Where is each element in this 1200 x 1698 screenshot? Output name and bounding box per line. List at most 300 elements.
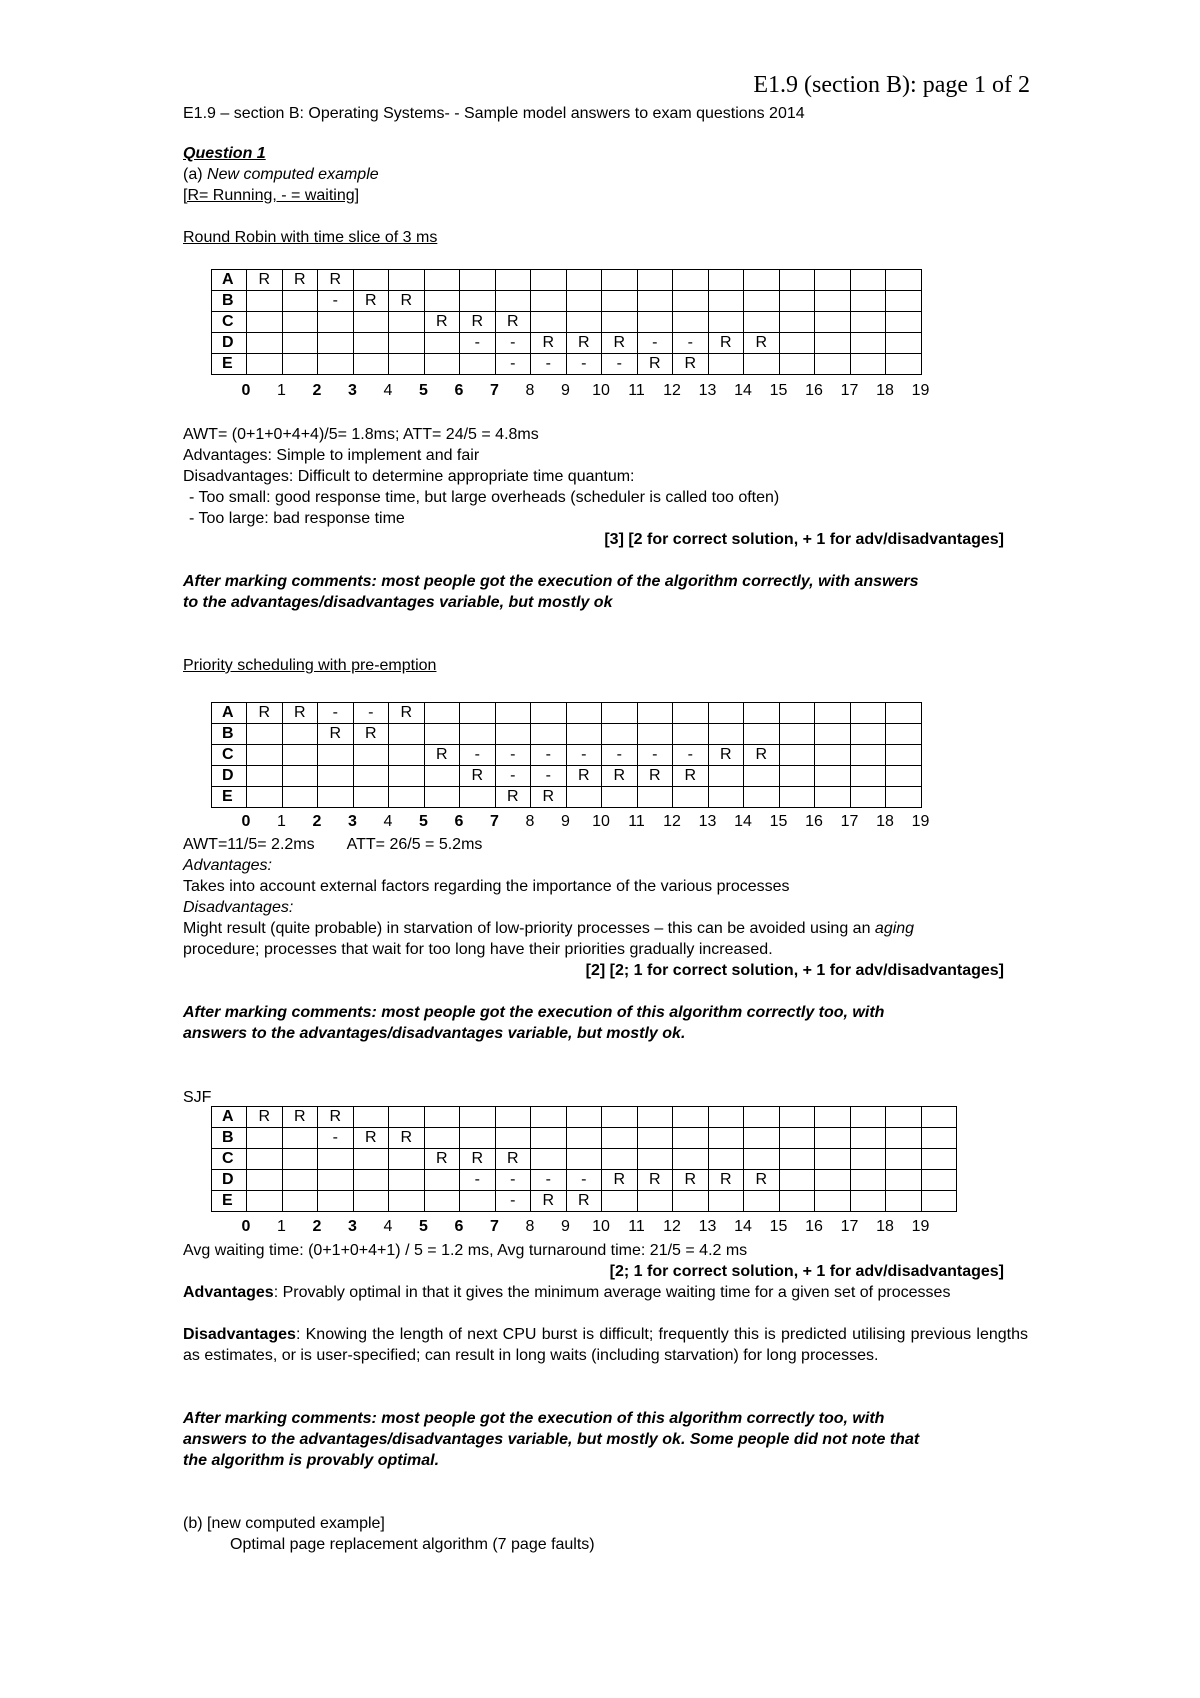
gantt-cell xyxy=(744,766,780,787)
gantt-cell xyxy=(815,1128,851,1149)
gantt-cell xyxy=(566,787,602,808)
prio-row-c xyxy=(212,745,922,766)
time-tick: 0 xyxy=(241,382,251,399)
gantt-cell xyxy=(247,312,283,333)
gantt-cell xyxy=(424,1191,460,1212)
document-title: E1.9 – section B: Operating Systems- - Sample model answers to exam questions 2014 xyxy=(183,105,805,122)
process-label: C xyxy=(212,312,247,333)
gantt-cell xyxy=(815,354,851,375)
gantt-cell xyxy=(353,354,389,375)
time-tick: 19 xyxy=(911,382,930,399)
gantt-cell xyxy=(247,1149,283,1170)
gantt-cell xyxy=(424,333,460,354)
gantt-cell: - xyxy=(566,354,602,375)
priority-disadv-label: Disadvantages: xyxy=(183,899,294,916)
gantt-cell xyxy=(566,1107,602,1128)
time-tick: 11 xyxy=(628,813,645,830)
gantt-cell xyxy=(602,312,638,333)
sjf-advantages xyxy=(183,1282,1028,1303)
rr-row-b xyxy=(212,291,922,312)
gantt-cell xyxy=(886,1128,922,1149)
gantt-cell xyxy=(247,1170,283,1191)
gantt-cell xyxy=(850,1149,886,1170)
time-tick: 4 xyxy=(383,1218,393,1235)
priority-disadvantages-2: procedure; processes that wait for too long have their priorities gradually increased. xyxy=(183,941,773,958)
gantt-cell xyxy=(886,312,922,333)
gantt-cell xyxy=(708,270,744,291)
time-tick: 5 xyxy=(419,813,428,830)
priority-disadv-text: Might result (quite probable) in starvation of low-priority processes – this can be avoided using an xyxy=(183,920,871,937)
process-label: B xyxy=(212,724,247,745)
gantt-cell xyxy=(247,354,283,375)
gantt-cell xyxy=(850,1191,886,1212)
gantt-cell xyxy=(886,1170,922,1191)
gantt-cell xyxy=(282,766,318,787)
gantt-cell: R xyxy=(602,766,638,787)
gantt-cell xyxy=(708,1107,744,1128)
gantt-cell xyxy=(495,1128,531,1149)
gantt-cell xyxy=(886,333,922,354)
gantt-cell xyxy=(247,1191,283,1212)
gantt-cell xyxy=(566,1149,602,1170)
sjf-comment-3: the algorithm is provably optimal. xyxy=(183,1452,440,1469)
gantt-cell: R xyxy=(566,1191,602,1212)
rr-disadvantage-2: - Too large: bad response time xyxy=(189,510,405,527)
gantt-cell xyxy=(460,724,496,745)
priority-title: Priority scheduling with pre-emption xyxy=(183,657,437,674)
gantt-cell xyxy=(815,1191,851,1212)
gantt-cell: - xyxy=(531,1170,567,1191)
time-tick: 10 xyxy=(592,813,610,830)
time-tick: 18 xyxy=(876,813,894,830)
time-tick: 17 xyxy=(840,1218,859,1235)
rr-row-c xyxy=(212,312,922,333)
gantt-cell: R xyxy=(708,333,744,354)
gantt-cell xyxy=(389,354,425,375)
time-tick: 8 xyxy=(525,813,535,830)
sjf-row-d xyxy=(212,1170,957,1191)
gantt-cell xyxy=(779,766,815,787)
sjf-disadvantages xyxy=(183,1324,1028,1366)
gantt-cell: R xyxy=(673,354,709,375)
gantt-cell: R xyxy=(744,1170,780,1191)
gantt-cell: - xyxy=(531,766,567,787)
gantt-cell xyxy=(779,1107,815,1128)
gantt-cell xyxy=(744,354,780,375)
gantt-cell xyxy=(460,787,496,808)
rr-row-d xyxy=(212,333,922,354)
gantt-cell xyxy=(566,312,602,333)
time-tick: 19 xyxy=(911,1218,930,1235)
gantt-cell xyxy=(815,312,851,333)
gantt-cell xyxy=(850,270,886,291)
gantt-cell xyxy=(779,291,815,312)
gantt-cell xyxy=(815,333,851,354)
gantt-cell xyxy=(531,291,567,312)
time-tick: 5 xyxy=(419,1218,428,1235)
gantt-cell xyxy=(815,1149,851,1170)
time-tick: 11 xyxy=(628,382,645,399)
time-tick: 16 xyxy=(805,382,823,399)
gantt-cell xyxy=(460,1128,496,1149)
time-tick: 4 xyxy=(383,382,393,399)
sjf-comment-2: answers to the advantages/disadvantages variable, but mostly ok. Some people did not note that xyxy=(183,1431,920,1448)
time-tick: 8 xyxy=(525,382,535,399)
time-tick: 1 xyxy=(277,1218,286,1235)
gantt-cell xyxy=(779,354,815,375)
gantt-cell xyxy=(744,291,780,312)
gantt-cell xyxy=(850,1107,886,1128)
gantt-cell: R xyxy=(673,1170,709,1191)
gantt-cell xyxy=(744,1149,780,1170)
time-tick: 18 xyxy=(876,1218,894,1235)
gantt-cell xyxy=(566,1128,602,1149)
gantt-cell xyxy=(247,724,283,745)
priority-marks: [2] [2; 1 for correct solution, + 1 for adv/disadvantages] xyxy=(585,962,1004,979)
gantt-cell xyxy=(673,703,709,724)
sjf-disadv-label: Disadvantages xyxy=(183,1326,296,1343)
process-label: A xyxy=(212,703,247,724)
gantt-cell xyxy=(886,354,922,375)
gantt-cell xyxy=(282,291,318,312)
gantt-cell xyxy=(708,724,744,745)
gantt-cell xyxy=(531,312,567,333)
part-b-label: (b) [new computed example] xyxy=(183,1515,385,1532)
gantt-cell xyxy=(673,787,709,808)
gantt-cell xyxy=(318,787,354,808)
time-tick: 2 xyxy=(312,813,322,830)
gantt-cell xyxy=(886,270,922,291)
time-tick: 1 xyxy=(277,813,286,830)
gantt-cell xyxy=(353,312,389,333)
gantt-cell: R xyxy=(495,787,531,808)
gantt-cell xyxy=(708,291,744,312)
gantt-cell xyxy=(921,1191,957,1212)
gantt-cell xyxy=(779,270,815,291)
gantt-cell xyxy=(282,787,318,808)
gantt-cell: R xyxy=(495,1149,531,1170)
time-tick: 2 xyxy=(312,1218,322,1235)
gantt-cell xyxy=(424,1107,460,1128)
process-label: D xyxy=(212,1170,247,1191)
gantt-cell xyxy=(531,703,567,724)
gantt-cell xyxy=(389,270,425,291)
rr-time-axis xyxy=(211,382,930,402)
time-tick: 17 xyxy=(840,813,859,830)
gantt-cell xyxy=(673,1149,709,1170)
process-label: E xyxy=(212,354,247,375)
sjf-adv-text: : Provably optimal in that it gives the minimum average waiting time for a given set of processes xyxy=(273,1284,951,1301)
time-tick: 12 xyxy=(663,1218,681,1235)
gantt-cell xyxy=(353,745,389,766)
time-tick: 1 xyxy=(277,382,286,399)
gantt-cell xyxy=(850,766,886,787)
gantt-cell xyxy=(850,787,886,808)
gantt-cell xyxy=(495,291,531,312)
gantt-cell xyxy=(282,354,318,375)
gantt-cell xyxy=(779,1170,815,1191)
time-tick: 11 xyxy=(628,1218,645,1235)
process-label: A xyxy=(212,270,247,291)
gantt-cell xyxy=(708,1149,744,1170)
gantt-cell xyxy=(708,1191,744,1212)
gantt-cell xyxy=(424,703,460,724)
gantt-cell xyxy=(850,745,886,766)
gantt-cell xyxy=(708,1128,744,1149)
gantt-cell xyxy=(708,703,744,724)
gantt-cell xyxy=(708,312,744,333)
gantt-cell: - xyxy=(495,1191,531,1212)
gantt-cell xyxy=(886,291,922,312)
part-a-line xyxy=(183,164,379,185)
process-label: D xyxy=(212,766,247,787)
gantt-cell xyxy=(247,1128,283,1149)
gantt-cell xyxy=(779,1128,815,1149)
gantt-cell xyxy=(495,1107,531,1128)
gantt-cell xyxy=(744,703,780,724)
gantt-cell: - xyxy=(460,333,496,354)
time-tick: 13 xyxy=(698,382,717,399)
rr-row-a xyxy=(212,270,922,291)
gantt-cell xyxy=(815,291,851,312)
gantt-cell xyxy=(708,766,744,787)
time-tick: 10 xyxy=(592,382,610,399)
gantt-cell xyxy=(673,270,709,291)
time-tick: 9 xyxy=(561,1218,570,1235)
sjf-comment-1: After marking comments: most people got the execution of this algorithm correctly too, with xyxy=(183,1410,885,1427)
sjf-gantt-table xyxy=(211,1106,957,1212)
gantt-cell: R xyxy=(602,1170,638,1191)
gantt-cell xyxy=(744,1107,780,1128)
gantt-cell xyxy=(495,270,531,291)
gantt-cell: - xyxy=(495,354,531,375)
time-tick: 14 xyxy=(734,813,752,830)
rr-gantt-table xyxy=(211,269,922,375)
gantt-cell: R xyxy=(282,1107,318,1128)
gantt-cell xyxy=(282,1191,318,1212)
process-label: A xyxy=(212,1107,247,1128)
time-tick: 12 xyxy=(663,813,681,830)
gantt-cell xyxy=(815,745,851,766)
process-label: E xyxy=(212,1191,247,1212)
legend: [R= Running, - = waiting] xyxy=(183,187,360,204)
sjf-adv-label: Advantages xyxy=(183,1284,274,1301)
gantt-cell: R xyxy=(495,312,531,333)
gantt-cell xyxy=(779,1191,815,1212)
time-tick: 15 xyxy=(769,1218,788,1235)
gantt-cell xyxy=(602,1191,638,1212)
gantt-cell xyxy=(637,270,673,291)
gantt-cell: R xyxy=(424,745,460,766)
gantt-cell xyxy=(637,1128,673,1149)
gantt-cell xyxy=(886,787,922,808)
priority-awt-line xyxy=(183,834,482,855)
gantt-cell: - xyxy=(566,1170,602,1191)
gantt-cell: R xyxy=(602,333,638,354)
gantt-cell xyxy=(389,724,425,745)
gantt-cell: R xyxy=(282,703,318,724)
priority-comment-2: answers to the advantages/disadvantages variable, but mostly ok. xyxy=(183,1025,686,1042)
gantt-cell: - xyxy=(673,333,709,354)
gantt-cell xyxy=(602,1107,638,1128)
gantt-cell xyxy=(531,1149,567,1170)
gantt-cell xyxy=(424,354,460,375)
gantt-cell: R xyxy=(389,703,425,724)
gantt-cell xyxy=(779,703,815,724)
gantt-cell xyxy=(247,787,283,808)
gantt-cell xyxy=(850,724,886,745)
gantt-cell xyxy=(815,766,851,787)
gantt-cell xyxy=(673,312,709,333)
gantt-cell xyxy=(318,1170,354,1191)
gantt-cell xyxy=(637,1149,673,1170)
gantt-cell: R xyxy=(531,1191,567,1212)
priority-gantt-table xyxy=(211,702,922,808)
gantt-cell xyxy=(531,724,567,745)
gantt-cell: R xyxy=(424,1149,460,1170)
time-tick: 7 xyxy=(490,382,499,399)
question-heading: Question 1 xyxy=(183,145,266,162)
gantt-cell: - xyxy=(602,745,638,766)
gantt-cell: R xyxy=(708,1170,744,1191)
gantt-cell xyxy=(389,766,425,787)
gantt-cell xyxy=(815,703,851,724)
time-tick: 16 xyxy=(805,813,823,830)
rr-comment-1: After marking comments: most people got the execution of the algorithm correctly, with answers xyxy=(183,573,919,590)
gantt-cell xyxy=(886,1149,922,1170)
gantt-cell xyxy=(353,1170,389,1191)
gantt-cell xyxy=(460,703,496,724)
gantt-cell xyxy=(886,1107,922,1128)
gantt-cell xyxy=(708,354,744,375)
gantt-cell: - xyxy=(637,745,673,766)
gantt-cell: R xyxy=(460,766,496,787)
gantt-cell xyxy=(850,1170,886,1191)
gantt-cell xyxy=(921,1170,957,1191)
gantt-cell: - xyxy=(353,703,389,724)
part-b-text: Optimal page replacement algorithm (7 page faults) xyxy=(230,1536,595,1553)
gantt-cell xyxy=(389,312,425,333)
gantt-cell xyxy=(602,1128,638,1149)
priority-aging: aging xyxy=(874,920,915,937)
gantt-cell: R xyxy=(282,270,318,291)
prio-row-d xyxy=(212,766,922,787)
gantt-cell xyxy=(602,787,638,808)
rr-awt: AWT= (0+1+0+4+4)/5= 1.8ms; ATT= 24/5 = 4.8ms xyxy=(183,426,539,443)
gantt-cell xyxy=(353,1191,389,1212)
gantt-cell xyxy=(353,766,389,787)
gantt-cell: - xyxy=(495,745,531,766)
gantt-cell xyxy=(424,724,460,745)
gantt-cell: - xyxy=(318,1128,354,1149)
gantt-cell xyxy=(602,1149,638,1170)
rr-disadvantage-1: - Too small: good response time, but large overheads (scheduler is called too often) xyxy=(189,489,780,506)
gantt-cell xyxy=(779,312,815,333)
gantt-cell xyxy=(850,354,886,375)
gantt-cell: R xyxy=(247,1107,283,1128)
priority-time-axis xyxy=(211,813,930,833)
gantt-cell: R xyxy=(353,724,389,745)
gantt-cell xyxy=(744,787,780,808)
gantt-cell xyxy=(602,703,638,724)
gantt-cell: R xyxy=(460,1149,496,1170)
time-tick: 13 xyxy=(698,1218,717,1235)
gantt-cell: - xyxy=(637,333,673,354)
gantt-cell xyxy=(460,1191,496,1212)
gantt-cell xyxy=(602,270,638,291)
gantt-cell xyxy=(531,1128,567,1149)
gantt-cell xyxy=(389,333,425,354)
gantt-cell xyxy=(389,1191,425,1212)
part-a-text: New computed example xyxy=(207,166,379,183)
time-tick: 6 xyxy=(454,1218,464,1235)
gantt-cell xyxy=(318,766,354,787)
gantt-cell xyxy=(637,787,673,808)
gantt-cell xyxy=(850,291,886,312)
gantt-cell: - xyxy=(673,745,709,766)
time-tick: 0 xyxy=(241,813,251,830)
process-label: B xyxy=(212,1128,247,1149)
time-tick: 15 xyxy=(769,813,788,830)
rr-advantages: Advantages: Simple to implement and fair xyxy=(183,447,480,464)
gantt-cell: - xyxy=(602,354,638,375)
gantt-cell: - xyxy=(318,291,354,312)
gantt-cell: R xyxy=(708,745,744,766)
gantt-cell xyxy=(389,1170,425,1191)
gantt-cell: R xyxy=(460,312,496,333)
gantt-cell xyxy=(318,1149,354,1170)
gantt-cell xyxy=(637,291,673,312)
gantt-cell: R xyxy=(318,270,354,291)
gantt-cell xyxy=(921,1107,957,1128)
time-tick: 0 xyxy=(241,1218,251,1235)
gantt-cell xyxy=(850,703,886,724)
gantt-cell: R xyxy=(566,766,602,787)
process-label: C xyxy=(212,1149,247,1170)
time-tick: 6 xyxy=(454,382,464,399)
gantt-cell: R xyxy=(247,703,283,724)
gantt-cell xyxy=(850,312,886,333)
priority-advantages: Takes into account external factors regarding the importance of the various processes xyxy=(183,878,790,895)
gantt-cell xyxy=(353,1107,389,1128)
prio-row-e xyxy=(212,787,922,808)
gantt-cell xyxy=(815,270,851,291)
gantt-cell xyxy=(460,270,496,291)
gantt-cell xyxy=(389,745,425,766)
time-tick: 18 xyxy=(876,382,894,399)
gantt-cell xyxy=(708,787,744,808)
gantt-cell xyxy=(779,745,815,766)
gantt-cell xyxy=(247,766,283,787)
time-tick: 16 xyxy=(805,1218,823,1235)
gantt-cell xyxy=(744,312,780,333)
gantt-cell xyxy=(673,724,709,745)
gantt-cell xyxy=(460,354,496,375)
gantt-cell xyxy=(460,291,496,312)
gantt-cell xyxy=(389,1149,425,1170)
priority-awt: AWT=11/5= 2.2ms xyxy=(183,836,315,853)
priority-disadvantages-1 xyxy=(183,918,914,939)
gantt-cell xyxy=(282,1128,318,1149)
gantt-cell xyxy=(886,724,922,745)
gantt-cell xyxy=(850,1128,886,1149)
gantt-cell xyxy=(318,333,354,354)
time-tick: 2 xyxy=(312,382,322,399)
gantt-cell xyxy=(389,787,425,808)
time-tick: 14 xyxy=(734,1218,752,1235)
time-tick: 3 xyxy=(348,1218,357,1235)
gantt-cell: R xyxy=(744,333,780,354)
